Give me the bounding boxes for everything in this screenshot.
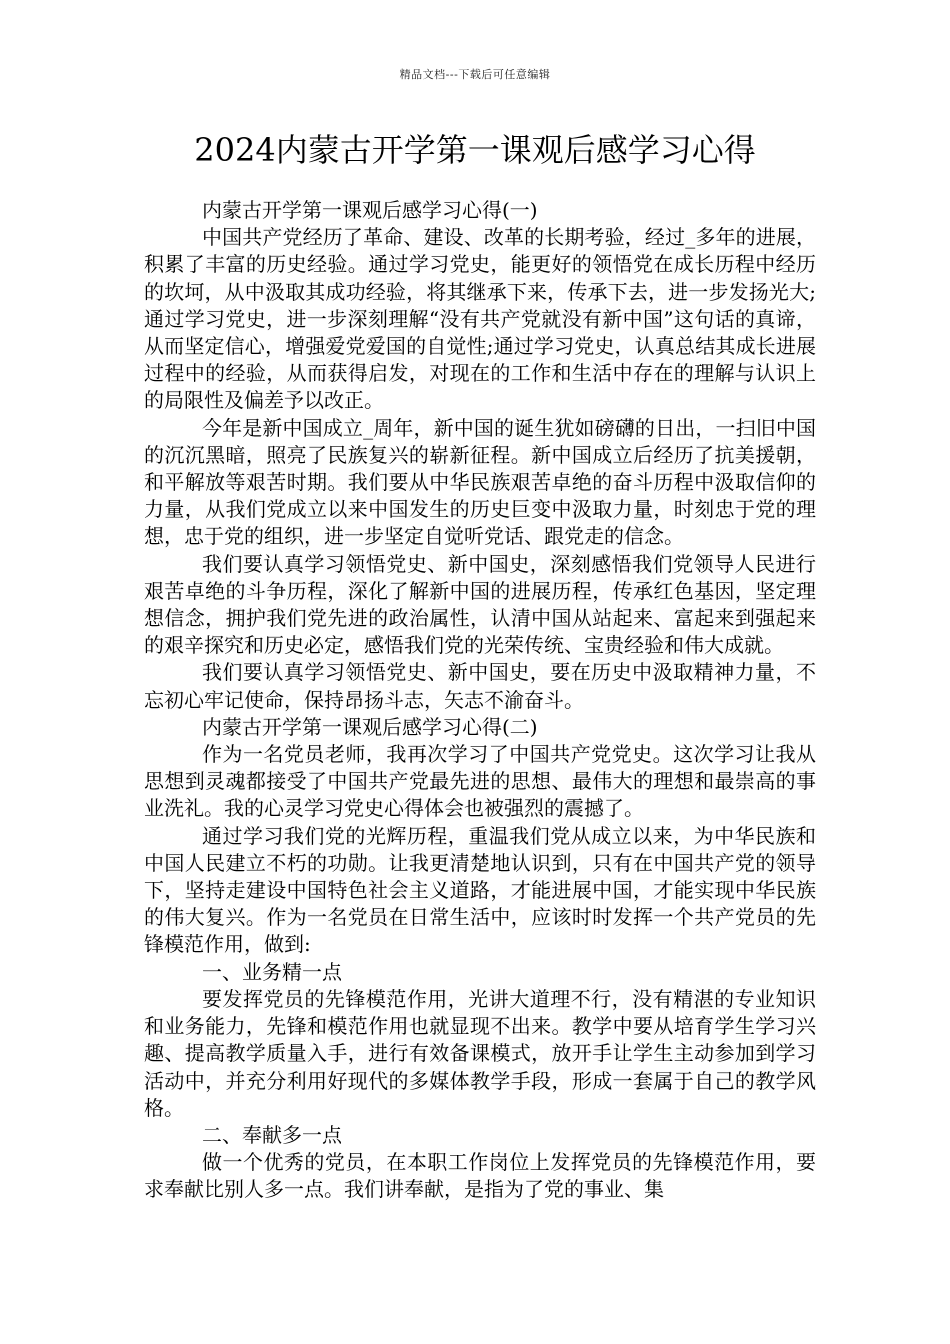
section-heading: 内蒙古开学第一课观后感学习心得(二) <box>202 714 538 739</box>
document-title: 2024内蒙古开学第一课观后感学习心得 <box>194 131 756 169</box>
paragraph: 今年是新中国成立_周年，新中国的诞生犹如磅礴的日出，一扫旧中国的沉沉黑暗，照亮了民族复兴的崭新征程。新中国成立后经历了抗美援朝，和平解放等艰苦时期。我们要从中华民族艰苦卓绝的奋斗历程中汲取信仰的力量，从我们党成立以来中国发生的历史巨变中汲取力量，时刻忠于党的理想，忠于党的组织，进一步坚定自觉听党话、跟党走的信念。 <box>144 415 816 549</box>
paragraph: 我们要认真学习领悟党史、新中国史，要在历史中汲取精神力量，不忘初心牢记使命，保持昂扬斗志，矢志不渝奋斗。 <box>144 660 816 712</box>
paragraph: 我们要认真学习领悟党史、新中国史，深刻感悟我们党领导人民进行艰苦卓绝的斗争历程，深化了解新中国的进展历程，传承红色基因，坚定理想信念，拥护我们党先进的政治属性，认清中国从站起来、富起来到强起来的艰辛探究和历史必定，感悟我们党的光荣传统、宝贵经验和伟大成就。 <box>144 551 816 658</box>
paragraph: 通过学习我们党的光辉历程，重温我们党从成立以来，为中华民族和中国人民建立不朽的功勋。让我更清楚地认识到，只有在中国共产党的领导下，坚持走建设中国特色社会主义道路，才能进展中国，才能实现中华民族的伟大复兴。作为一名党员在日常生活中，应该时时发挥一个共产党员的先锋模范作用，做到: <box>144 823 816 957</box>
document-body <box>144 197 816 1204</box>
header-note: 精品文档---下载后可任意编辑 <box>399 68 551 81</box>
paragraph: 中国共产党经历了革命、建设、改革的长期考验，经过_多年的进展，积累了丰富的历史经验。通过学习党史，能更好的领悟党在成长历程中经历的坎坷，从中汲取其成功经验，将其继承下来，传承下去，进一步发扬光大;通过学习党史，进一步深刻理解“没有共产党就没有新中国”这句话的真谛，从而坚定信心，增强爱党爱国的自觉性;通过学习党史，认真总结其成长进展过程中的经验，从而获得启发，对现在的工作和生活中存在的理解与认识上的局限性及偏差予以改正。 <box>144 225 816 413</box>
subsection-heading: 二、奉献多一点 <box>202 1122 342 1147</box>
subsection-heading: 一、业务精一点 <box>202 959 342 984</box>
section-heading: 内蒙古开学第一课观后感学习心得(一) <box>202 198 538 222</box>
paragraph: 要发挥党员的先锋模范作用，光讲大道理不行，没有精湛的专业知识和业务能力，先锋和模范作用也就显现不出来。教学中要从培育学生学习兴趣、提高教学质量入手，进行有效备课模式，放开手让学生主动参加到学习活动中，并充分利用好现代的多媒体教学手段，形成一套属于自己的教学风格。 <box>144 986 816 1120</box>
paragraph: 作为一名党员老师，我再次学习了中国共产党党史。这次学习让我从思想到灵魂都接受了中国共产党最先进的思想、最伟大的理想和最崇高的事业洗礼。我的心灵学习党史心得体会也被强烈的震撼了。 <box>144 742 816 821</box>
paragraph: 做一个优秀的党员，在本职工作岗位上发挥党员的先锋模范作用，要求奉献比别人多一点。我们讲奉献，是指为了党的事业、集 <box>144 1150 816 1202</box>
